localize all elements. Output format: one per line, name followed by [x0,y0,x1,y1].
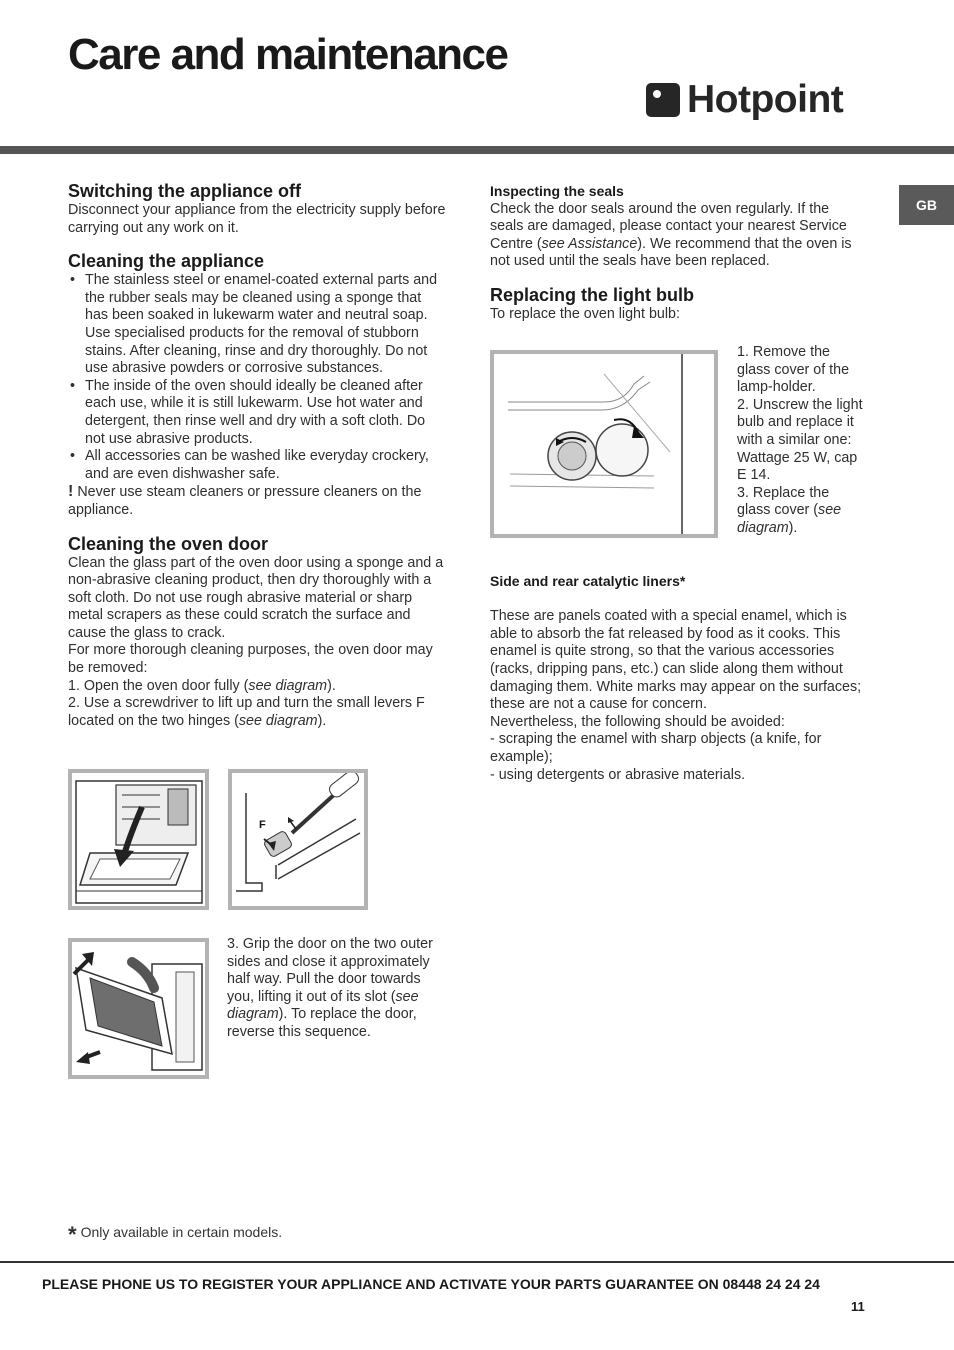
page-number: 11 [851,1299,865,1314]
light-bulb-illustration [494,354,714,534]
list-item: • All accessories can be washed like everyday crockery, and are even dishwasher safe. [68,448,448,483]
registration-banner: PLEASE PHONE US TO REGISTER YOUR APPLIANCE AND ACTIVATE YOUR PARTS GUARANTEE ON 08448 24 24 24 [42,1276,820,1292]
light-bulb-intro: To replace the oven light bulb: [490,305,680,322]
footnote-mark: * [68,1222,77,1247]
cleaning-appliance-heading: Cleaning the appliance [68,251,265,272]
seals-text: Check the door seals around the oven regularly. If the seals are damaged, please contact your nearest Service Centre (see Assistance). We recommend that the oven is not used until the seals have been replaced. [490,200,852,270]
hinge-lever-diagram [228,769,368,910]
brand-name: Hotpoint [687,78,844,121]
footnote [68,1222,282,1248]
bulb-step-2: 2. Unscrew the light bulb and replace it with a similar one: Wattage 25 W, cap E 14. [737,396,863,484]
switching-off-text: Disconnect your appliance from the electricity supply before carrying out any work on it. [68,202,446,236]
language-tab: GB [899,185,954,225]
liners-item-2: - using detergents or abrasive materials. [490,766,746,783]
liners-para-1: These are panels coated with a special enamel, which is able to absorb the fat released by food as it cooks. This enamel is quite strong, so that the various accessories (racks, dripping pans, etc.) can slide along them without damaging them. White marks may appear on the surfaces; these are not a cause for concern. [490,608,862,713]
list-item: • The inside of the oven should ideally be cleaned after each use, while it is still lukewarm. Use hot water and detergent, then rinse well and dry with a soft cloth. Do not use abrasive products. [68,378,448,448]
open-door-illustration [72,773,205,906]
page-title: Care and maintenance [68,30,508,79]
warning-text: Never use steam cleaners or pressure cleaners on the appliance. [68,484,422,518]
bulb-step-3: 3. Replace the glass cover (see diagram). [737,484,842,536]
open-door-diagram [68,769,209,910]
liners-item-1: - scraping the enamel with sharp objects (a knife, for example); [490,731,822,765]
liners-heading: Side and rear catalytic liners* [490,573,686,589]
footnote-text: Only available in certain models. [80,1224,283,1240]
steam-warning [68,483,448,519]
liners-para-2: Nevertheless, the following should be avoided: [490,713,785,730]
brand-logo [646,80,843,119]
light-bulb-steps [737,344,863,538]
remove-door-diagram [68,938,209,1079]
liners-section [490,573,862,784]
oven-door-step-2: 2. Use a screwdriver to lift up and turn the small levers F located on the two hinges (see diagram). [68,695,425,729]
light-bulb-heading: Replacing the light bulb [490,284,694,305]
oven-door-step-1: 1. Open the oven door fully (see diagram). [68,677,336,694]
hinge-lever-illustration [232,773,364,906]
seals-heading: Inspecting the seals [490,183,624,199]
oven-door-para-2: For more thorough cleaning purposes, the oven door may be removed: [68,642,433,677]
footer-divider [0,1261,954,1263]
light-bulb-diagram [490,350,718,538]
right-column [490,183,862,324]
hotpoint-logo-icon [646,83,680,117]
switching-off-heading: Switching the appliance off [68,181,302,201]
lever-f-label: F [259,819,266,831]
left-column [68,180,448,730]
header-divider [0,146,954,154]
bulb-step-1: 1. Remove the glass cover of the lamp-holder. [737,344,850,396]
oven-door-step-3: 3. Grip the door on the two outer sides and close it approximately half way. Pull the door towards you, lifting it out of its slot (see diagram). To replace the door, reverse this sequence. [227,936,433,1040]
oven-door-para-1: Clean the glass part of the oven door using a sponge and a non-abrasive cleaning product, then dry thoroughly with a soft cloth. Do not use rough abrasive material or sharp metal scrapers as these could scratch the surface and cause the glass to crack. [68,554,444,641]
warning-icon: ! [68,483,74,501]
remove-door-illustration [72,942,205,1075]
cleaning-appliance-list [68,272,448,483]
list-item: • The stainless steel or enamel-coated external parts and the rubber seals may be cleaned using a sponge that has been soaked in lukewarm water and neutral soap. Use specialised products for the removal of stubborn stains. After cleaning, rinse and dry thoroughly. Do not use abrasive powders or corrosive substances. [68,272,448,378]
oven-door-step-3-block [227,936,449,1042]
oven-door-heading: Cleaning the oven door [68,533,269,554]
